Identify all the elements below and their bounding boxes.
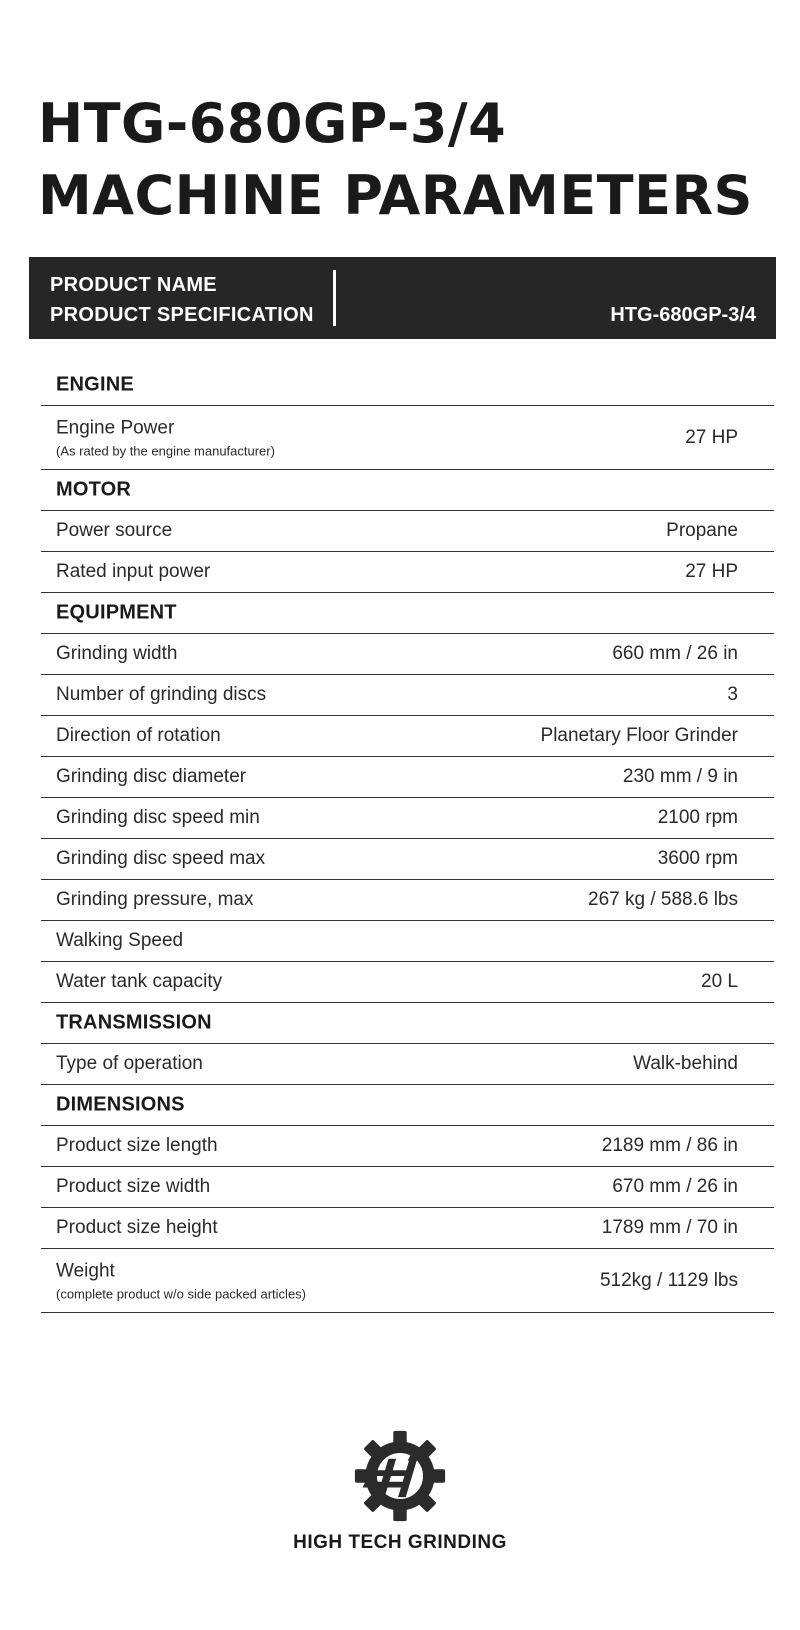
spec-note: (As rated by the engine manufacturer) xyxy=(56,443,275,458)
spec-value: 3 xyxy=(727,684,738,705)
spec-row-pressure-max xyxy=(41,880,774,921)
product-banner xyxy=(29,257,776,339)
spec-value: Propane xyxy=(666,520,738,541)
spec-label: Product size width xyxy=(56,1176,211,1197)
spec-note: (complete product w/o side packed articles) xyxy=(56,1286,307,1301)
spec-label: Type of operation xyxy=(56,1053,203,1074)
brand-name: HIGH TECH GRINDING xyxy=(293,1532,507,1553)
section-equipment xyxy=(41,593,774,634)
spec-value: 1789 mm / 70 in xyxy=(601,1217,738,1238)
spec-label: Power source xyxy=(56,520,173,541)
spec-value: 2189 mm / 86 in xyxy=(601,1135,738,1156)
brand-logo xyxy=(0,1428,800,1554)
spec-label: Rated input power xyxy=(56,561,211,582)
spec-row-power-source xyxy=(41,511,774,552)
banner-product-spec-label: PRODUCT SPECIFICATION xyxy=(50,304,314,326)
spec-label: Product size length xyxy=(56,1135,218,1156)
spec-label: Grinding disc diameter xyxy=(56,766,247,787)
spec-label: Grinding width xyxy=(56,643,178,664)
spec-value: Planetary Floor Grinder xyxy=(540,725,738,746)
spec-label: Grinding disc speed max xyxy=(56,848,266,869)
spec-table xyxy=(41,365,774,1313)
spec-row-disc-diameter xyxy=(41,757,774,798)
section-title: DIMENSIONS xyxy=(56,1093,185,1116)
spec-value: 670 mm / 26 in xyxy=(612,1176,738,1197)
spec-value: 267 kg / 588.6 lbs xyxy=(588,889,738,910)
section-motor xyxy=(41,470,774,511)
spec-label: Direction of rotation xyxy=(56,725,221,746)
section-title: EQUIPMENT xyxy=(56,601,177,624)
spec-row-size-width xyxy=(41,1167,774,1208)
gear-logo-icon xyxy=(352,1428,448,1524)
section-title: TRANSMISSION xyxy=(56,1011,212,1034)
banner-labels xyxy=(50,270,314,330)
spec-row-size-height xyxy=(41,1208,774,1249)
spec-value: 660 mm / 26 in xyxy=(612,643,738,664)
spec-value: Walk-behind xyxy=(633,1053,738,1074)
spec-label xyxy=(56,417,275,458)
title-model: HTG-680GP-3/4 xyxy=(38,92,507,155)
spec-label xyxy=(56,1260,306,1301)
spec-row-rated-input-power xyxy=(41,552,774,593)
spec-row-water-tank xyxy=(41,962,774,1003)
title-subtitle: MACHINE PARAMETERS xyxy=(38,164,753,227)
banner-model: HTG-680GP-3/4 xyxy=(610,304,756,326)
spec-row-engine-power xyxy=(41,406,774,470)
section-transmission xyxy=(41,1003,774,1044)
spec-value: 512kg / 1129 lbs xyxy=(599,1269,738,1291)
spec-label: Grinding disc speed min xyxy=(56,807,260,828)
spec-label: Number of grinding discs xyxy=(56,684,267,705)
spec-label: Grinding pressure, max xyxy=(56,889,254,910)
spec-label: Water tank capacity xyxy=(56,971,223,992)
spec-value: 3600 rpm xyxy=(657,848,738,869)
spec-row-num-discs xyxy=(41,675,774,716)
spec-row-speed-min xyxy=(41,798,774,839)
spec-row-rotation xyxy=(41,716,774,757)
spec-value: 20 L xyxy=(701,971,738,992)
spec-row-size-length xyxy=(41,1126,774,1167)
section-title: ENGINE xyxy=(56,373,134,396)
spec-row-weight xyxy=(41,1249,774,1313)
spec-value: 27 HP xyxy=(685,426,738,448)
spec-label: Walking Speed xyxy=(56,930,184,951)
section-title: MOTOR xyxy=(56,478,132,501)
spec-row-walking-speed xyxy=(41,921,774,962)
spec-label: Product size height xyxy=(56,1217,218,1238)
page-title xyxy=(38,88,753,232)
spec-row-operation-type xyxy=(41,1044,774,1085)
section-dimensions xyxy=(41,1085,774,1126)
section-engine xyxy=(41,365,774,406)
banner-product-name-label: PRODUCT NAME xyxy=(50,274,217,296)
spec-value: 230 mm / 9 in xyxy=(622,766,738,787)
spec-label-text: Weight xyxy=(56,1260,115,1281)
spec-row-grinding-width xyxy=(41,634,774,675)
spec-value: 27 HP xyxy=(685,561,738,582)
banner-divider xyxy=(333,270,336,326)
spec-value: 2100 rpm xyxy=(657,807,738,828)
spec-label-text: Engine Power xyxy=(56,417,175,438)
spec-row-speed-max xyxy=(41,839,774,880)
